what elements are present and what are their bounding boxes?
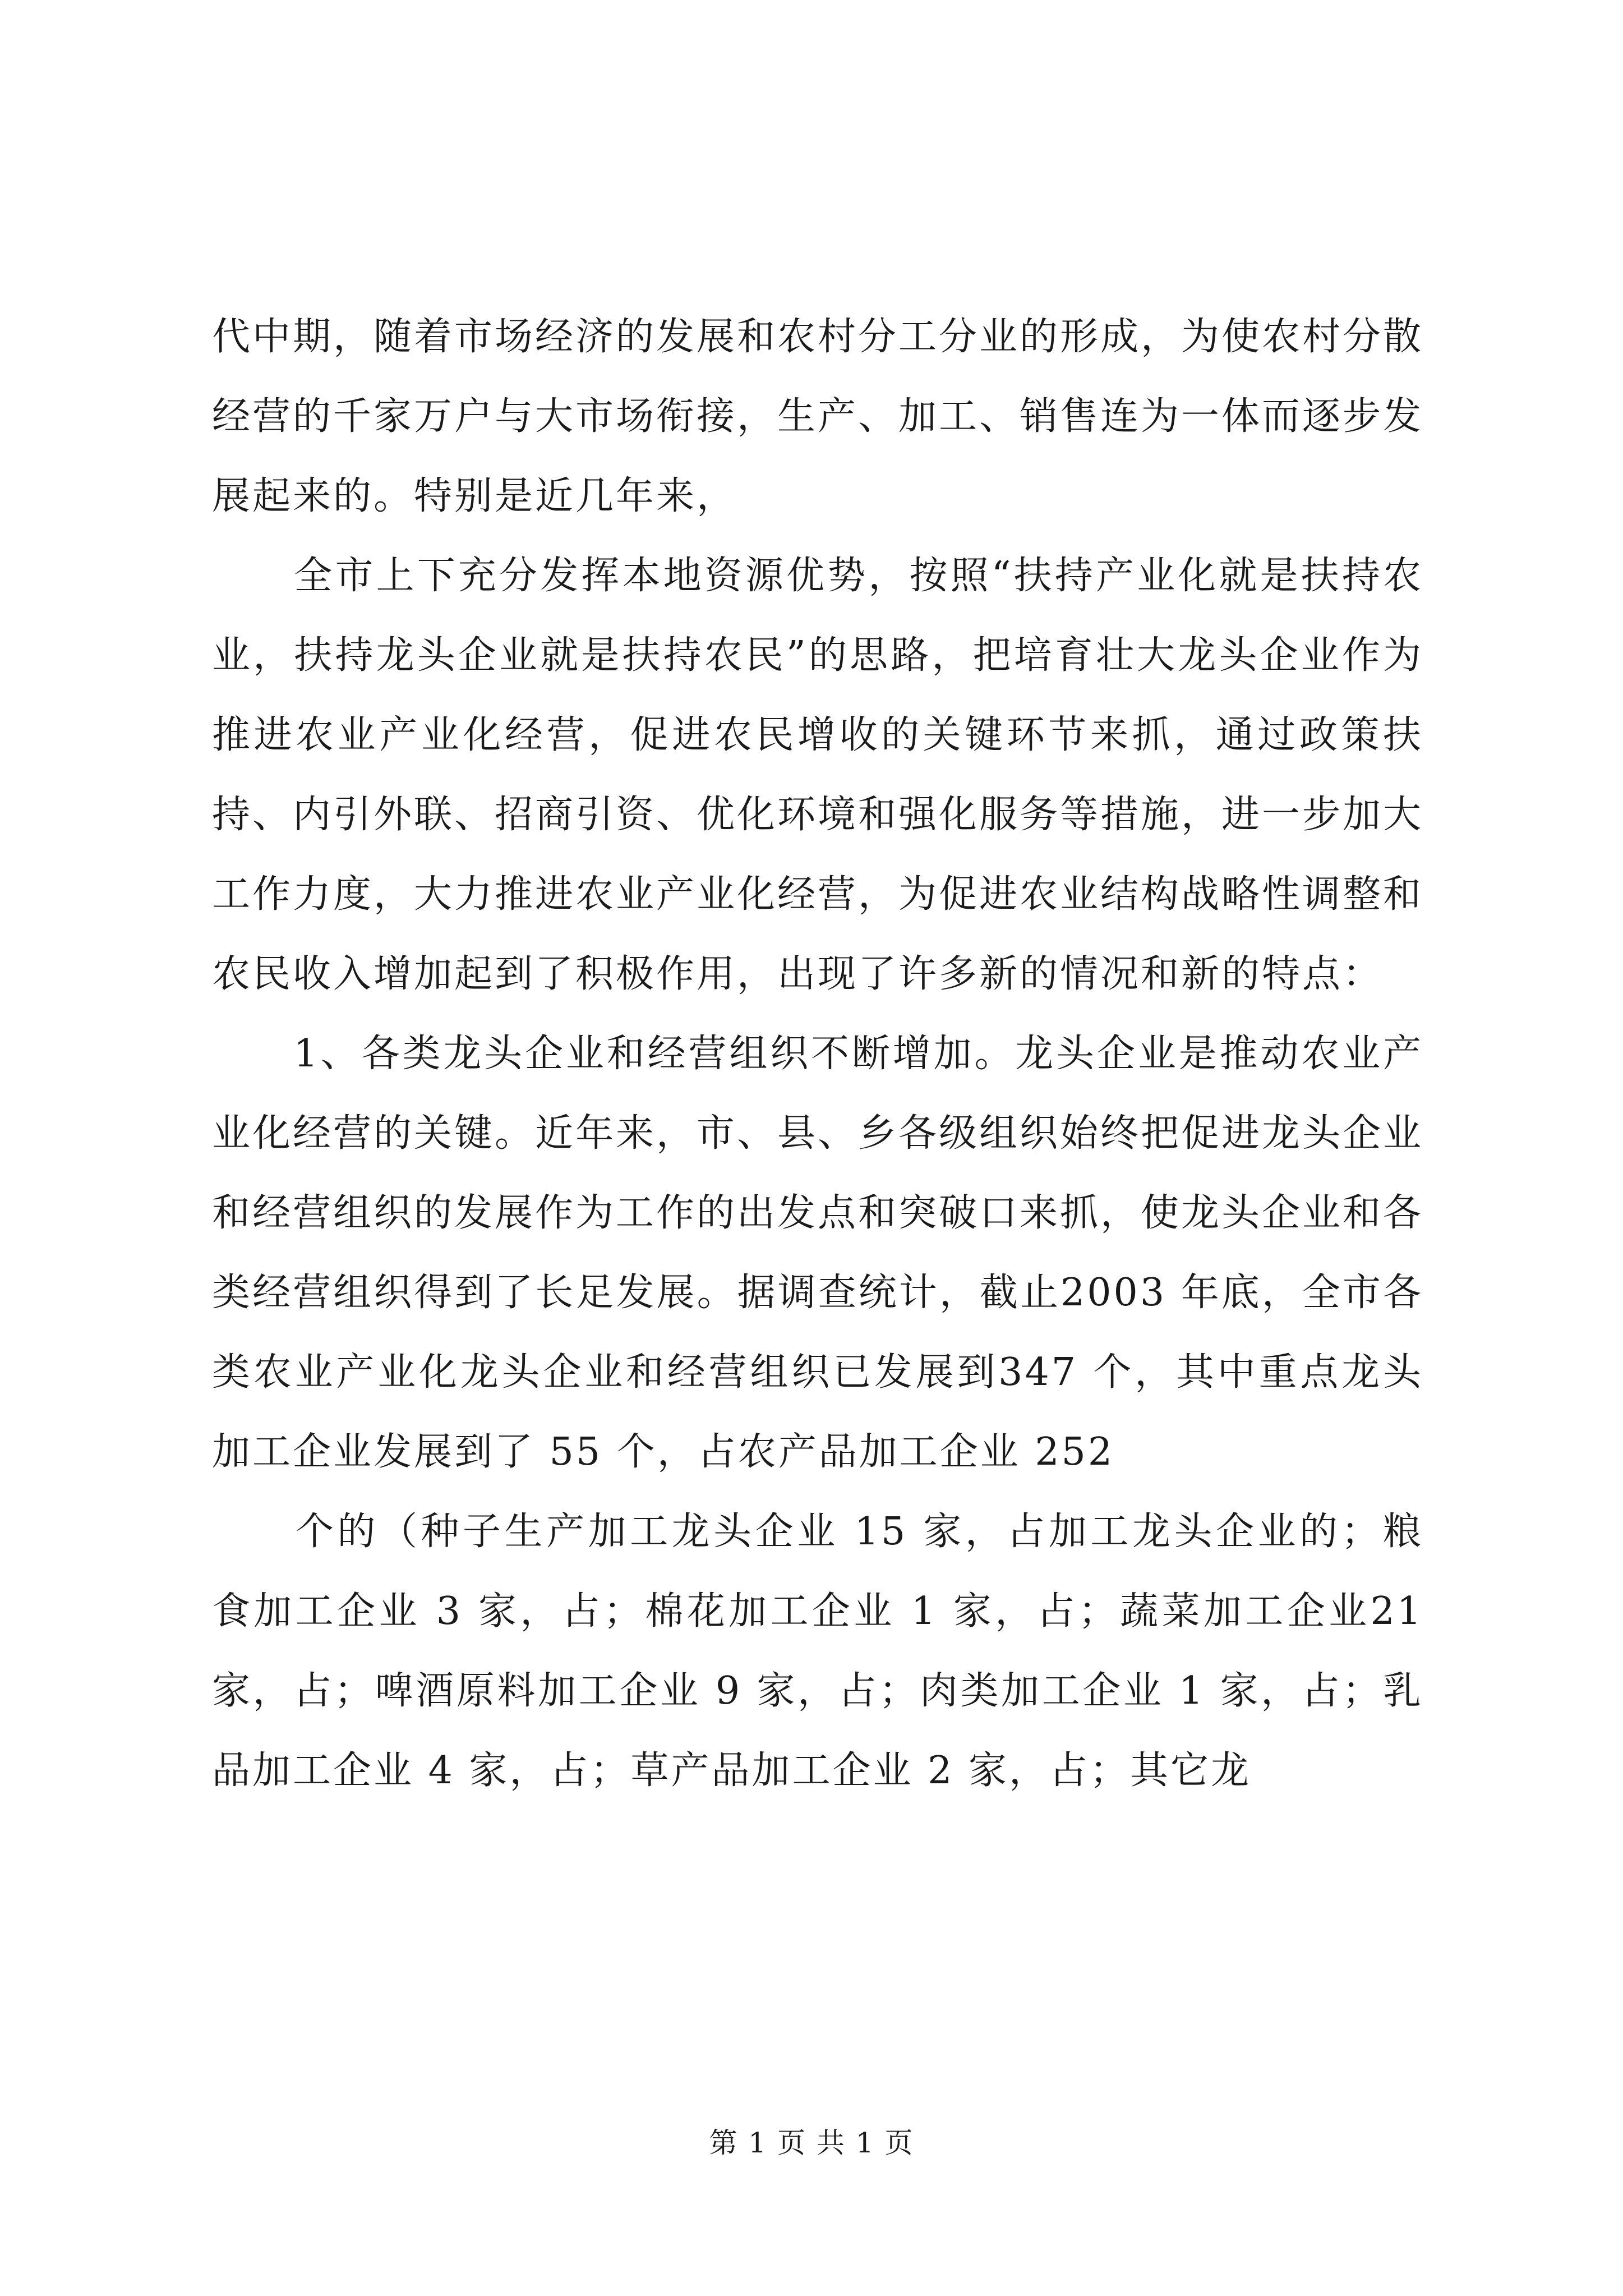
paragraph: 全市上下充分发挥本地资源优势，按照“扶持产业化就是扶持农业，扶持龙头企业就是扶持农民”的思路，把培育壮大龙头企业作为推进农业产业化经营，促进农民增收的关键环节来抓，通过政策扶持、内引外联、招商引资、优化环境和强化服务等措施，进一步加大工作力度，大力推进农业产业化经营，为促进农业结构战略性调整和农民收入增加起到了积极作用，出现了许多新的情况和新的特点： <box>212 554 1424 996</box>
paragraph: 代中期，随着市场经济的发展和农村分工分业的形成，为使农村分散经营的千家万户与大市场衔接，生产、加工、销售连为一体而逐步发展起来的。特别是近几年来， <box>212 315 1424 518</box>
page-number-footer: 第 1 页 共 1 页 <box>709 2127 914 2159</box>
document-body <box>212 297 1438 1811</box>
paragraph: 1、各类龙头企业和经营组织不断增加。龙头企业是推动农业产业化经营的关键。近年来，市、县、乡各级组织始终把促进龙头企业和经营组织的发展作为工作的出发点和突破口来抓，使龙头企业和各类经营组织得到了长足发展。据调查统计，截止2003 年底，全市各类农业产业化龙头企业和经营组织已发展到347 个，其中重点龙头加工企业发展到了 55 个，占农产品加工企业 252 <box>212 1032 1424 1474</box>
paragraph: 个的（种子生产加工龙头企业 15 家，占加工龙头企业的；粮食加工企业 3 家，占；棉花加工企业 1 家，占；蔬菜加工企业21 家，占；啤酒原料加工企业 9 家，占；肉类加工企业 1 家，占；乳品加工企业 4 家，占；草产品加工企业 2 家，占；其它龙 <box>212 1510 1438 1793</box>
